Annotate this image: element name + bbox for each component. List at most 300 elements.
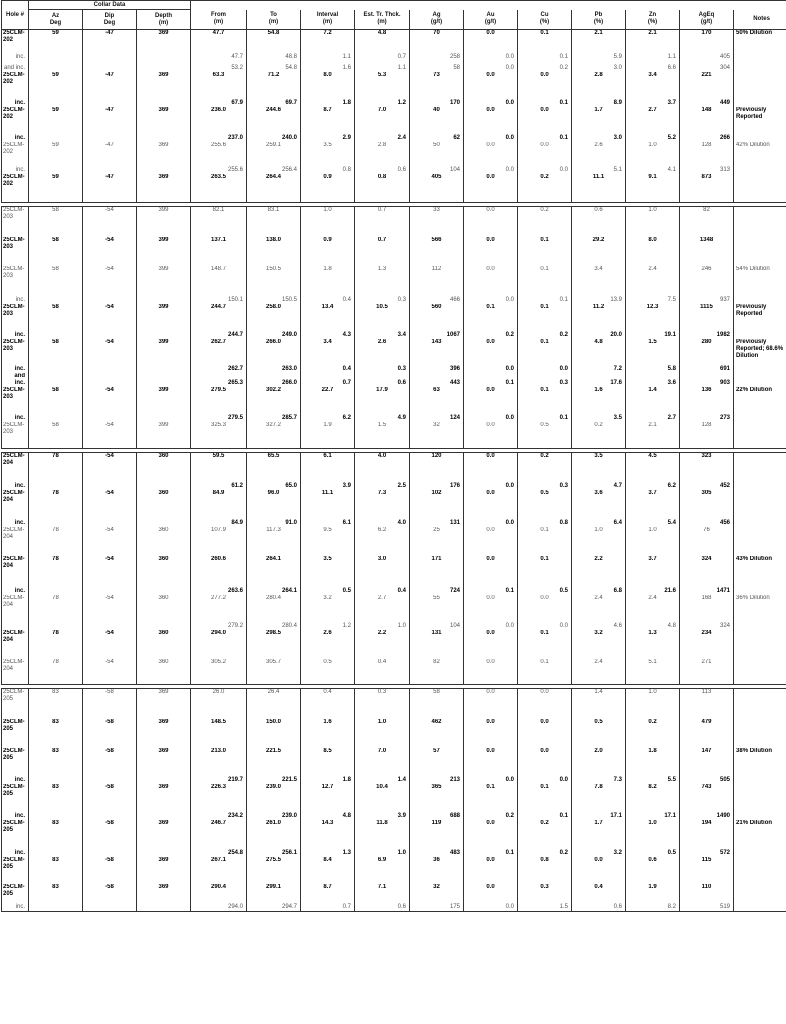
cu-cell — [518, 903, 572, 912]
true-thickness-cell: 7.3 — [355, 490, 410, 507]
to-cell: 83.1 — [247, 207, 301, 237]
hole-cell — [2, 283, 29, 304]
cu-cell — [518, 470, 572, 490]
cu-cell: 0.2 — [518, 207, 572, 237]
pb-cell — [572, 160, 626, 174]
to-cell — [247, 470, 301, 490]
depth-cell — [137, 94, 191, 107]
to-cell — [247, 61, 301, 72]
hole-value: inc. — [14, 99, 25, 106]
to-value: 264.1 — [282, 587, 298, 594]
to-value: 256.1 — [282, 849, 298, 856]
pb-cell: 1.4 — [572, 689, 626, 719]
true-thickness-cell — [355, 802, 410, 820]
cu-value: 0.1 — [559, 53, 569, 60]
from-cell: 305.2 — [191, 659, 247, 685]
hole-cell: 25CLM-204 — [2, 659, 29, 685]
zn-cell — [626, 405, 680, 422]
ag-cell: 566 — [410, 237, 464, 266]
zn-cell — [626, 507, 680, 527]
to-cell — [247, 507, 301, 527]
notes-cell — [734, 630, 786, 659]
interval-cell — [301, 322, 355, 339]
interval-value: 0.5 — [342, 587, 352, 594]
au-cell: 0.0 — [464, 527, 518, 556]
pb-cell — [572, 322, 626, 339]
notes-cell — [734, 160, 786, 174]
pb-cell: 0.5 — [572, 719, 626, 748]
zn-cell: 3.4 — [626, 72, 680, 94]
au-value: 0.1 — [505, 849, 515, 856]
from-value: 262.7 — [228, 365, 244, 372]
dip-cell: -47 — [83, 30, 137, 52]
cu-value: 1.5 — [559, 904, 569, 910]
interval-cell: 3.5 — [301, 556, 355, 573]
to-value: 280.4 — [282, 622, 298, 629]
dip-cell — [83, 573, 137, 595]
hole-cell: 25CLM-202 — [2, 30, 29, 52]
ag-cell: 120 — [410, 453, 464, 470]
to-cell — [247, 322, 301, 339]
depth-cell — [137, 405, 191, 422]
table-row — [2, 30, 786, 52]
to-cell: 138.0 — [247, 237, 301, 266]
ag-cell: 119 — [410, 820, 464, 838]
au-cell — [464, 405, 518, 422]
dip-cell — [83, 365, 137, 373]
ag-value: 104 — [450, 622, 461, 629]
ag-value: 58 — [453, 64, 461, 71]
az-cell — [29, 160, 83, 174]
table-row — [2, 573, 786, 595]
interval-value: 1.3 — [342, 849, 352, 856]
hole-cell: 25CLM-202 — [2, 107, 29, 129]
from-cell: 294.0 — [191, 630, 247, 659]
zn-cell: 12.3 — [626, 304, 680, 322]
pb-cell: 3.6 — [572, 490, 626, 507]
from-cell: 47.7 — [191, 30, 247, 52]
interval-cell: 1.0 — [301, 207, 355, 237]
az-cell — [29, 129, 83, 142]
from-value: 84.9 — [231, 519, 244, 526]
az-cell: 59 — [29, 107, 83, 129]
depth-cell — [137, 611, 191, 630]
to-cell — [247, 365, 301, 373]
hole-value: inc. — [14, 331, 25, 338]
zn-value: 21.6 — [664, 587, 677, 594]
notes-cell — [734, 52, 786, 61]
cu-cell: 0.1 — [518, 266, 572, 283]
pb-cell — [572, 405, 626, 422]
to-cell — [247, 838, 301, 857]
true-thickness-cell: 2.6 — [355, 339, 410, 365]
cu-cell: 0.2 — [518, 174, 572, 203]
from-cell — [191, 322, 247, 339]
ag-cell: 63 — [410, 387, 464, 405]
cu-cell: 0.1 — [518, 30, 572, 52]
hole-cell — [2, 507, 29, 527]
notes-cell — [734, 237, 786, 266]
ag-cell — [410, 61, 464, 72]
az-cell: 58 — [29, 387, 83, 405]
true-thickness-cell — [355, 373, 410, 387]
table-row — [2, 129, 786, 142]
true-thickness-cell — [355, 52, 410, 61]
dip-cell — [83, 903, 137, 912]
to-cell: 96.0 — [247, 490, 301, 507]
from-cell — [191, 365, 247, 373]
ageq-cell — [680, 61, 734, 72]
au-cell — [464, 283, 518, 304]
zn-cell — [626, 322, 680, 339]
interval-value: 0.7 — [342, 904, 352, 910]
pb-value: 5.1 — [613, 166, 623, 173]
au-value: 0.0 — [505, 365, 515, 372]
hole-cell — [2, 470, 29, 490]
ag-cell: 25 — [410, 527, 464, 556]
pb-cell: 1.7 — [572, 820, 626, 838]
zn-cell: 3.7 — [626, 556, 680, 573]
depth-cell — [137, 61, 191, 72]
notes-cell — [734, 903, 786, 912]
notes-cell — [734, 94, 786, 107]
from-cell: 82.1 — [191, 207, 247, 237]
interval-cell: 3.2 — [301, 595, 355, 611]
dip-cell: -58 — [83, 884, 137, 903]
au-cell — [464, 470, 518, 490]
table-row — [2, 527, 786, 556]
zn-cell — [626, 802, 680, 820]
ageq-value: 572 — [720, 849, 731, 856]
zn-value: 2.7 — [667, 414, 677, 421]
cu-cell: 0.1 — [518, 304, 572, 322]
pb-value: 8.9 — [613, 99, 623, 106]
true-thickness-cell: 2.2 — [355, 630, 410, 659]
au-cell: 0.0 — [464, 72, 518, 94]
dip-cell: -58 — [83, 748, 137, 766]
header-az: Az Deg — [29, 10, 83, 30]
ageq-value: 266 — [720, 134, 731, 141]
ag-value: 176 — [450, 482, 461, 489]
ag-cell — [410, 766, 464, 784]
depth-cell: 360 — [137, 453, 191, 470]
notes-cell: 54% Dilution — [734, 266, 786, 283]
interval-cell — [301, 129, 355, 142]
true-thickness-cell — [355, 283, 410, 304]
true-thickness-cell — [355, 405, 410, 422]
cu-cell: 0.0 — [518, 142, 572, 160]
interval-cell — [301, 405, 355, 422]
header-true-thickness: Est. Tr. Thck. (m) — [355, 10, 410, 30]
az-cell — [29, 507, 83, 527]
notes-cell — [734, 527, 786, 556]
depth-cell: 399 — [137, 207, 191, 237]
interval-value: 1.8 — [342, 776, 352, 783]
ag-cell: 405 — [410, 174, 464, 203]
ageq-value: 452 — [720, 482, 731, 489]
ageq-cell: 221 — [680, 72, 734, 94]
hole-cell: 25CLM-205 — [2, 820, 29, 838]
au-cell — [464, 802, 518, 820]
pb-cell: 0.0 — [572, 857, 626, 884]
notes-cell — [734, 884, 786, 903]
hole-cell — [2, 373, 29, 387]
to-cell — [247, 129, 301, 142]
cu-cell: 0.8 — [518, 857, 572, 884]
az-cell: 83 — [29, 820, 83, 838]
notes-cell — [734, 470, 786, 490]
pb-cell — [572, 507, 626, 527]
cu-cell — [518, 160, 572, 174]
ageq-cell — [680, 405, 734, 422]
au-value: 0.0 — [505, 64, 515, 71]
az-cell — [29, 611, 83, 630]
true-thickness-value: 3.9 — [397, 812, 407, 819]
cu-cell — [518, 838, 572, 857]
depth-cell: 399 — [137, 266, 191, 283]
au-cell — [464, 611, 518, 630]
cu-cell — [518, 283, 572, 304]
cu-cell — [518, 373, 572, 387]
ageq-cell: 110 — [680, 884, 734, 903]
true-thickness-value: 1.0 — [397, 622, 407, 629]
hole-cell: 25CLM-205 — [2, 884, 29, 903]
au-value: 0.2 — [505, 812, 515, 819]
notes-cell: 22% Dilution — [734, 387, 786, 405]
cu-cell — [518, 405, 572, 422]
ageq-value: 456 — [720, 519, 731, 526]
header-to: To (m) — [247, 10, 301, 30]
zn-cell — [626, 470, 680, 490]
to-cell: 150.5 — [247, 266, 301, 283]
pb-cell — [572, 802, 626, 820]
ag-cell — [410, 94, 464, 107]
pb-value: 0.6 — [613, 904, 623, 910]
true-thickness-cell: 2.7 — [355, 595, 410, 611]
true-thickness-value: 1.1 — [397, 64, 407, 71]
true-thickness-cell: 4.0 — [355, 453, 410, 470]
hole-value: inc. — [15, 904, 25, 910]
table-header — [2, 1, 786, 30]
notes-cell — [734, 857, 786, 884]
pb-cell — [572, 573, 626, 595]
to-value: 239.0 — [282, 812, 298, 819]
to-cell — [247, 611, 301, 630]
notes-cell — [734, 766, 786, 784]
notes-cell: Previously Reported — [734, 304, 786, 322]
interval-cell — [301, 61, 355, 72]
from-cell: 325.3 — [191, 422, 247, 449]
hole-value: inc. — [14, 776, 25, 783]
zn-cell — [626, 611, 680, 630]
pb-cell — [572, 52, 626, 61]
cu-cell: 0.1 — [518, 387, 572, 405]
interval-value: 1.6 — [342, 64, 352, 71]
au-cell — [464, 507, 518, 527]
true-thickness-cell: 0.7 — [355, 237, 410, 266]
dip-cell — [83, 160, 137, 174]
from-value: 67.9 — [231, 99, 244, 106]
hole-value: inc. — [14, 519, 25, 526]
depth-cell: 369 — [137, 107, 191, 129]
to-value: 294.7 — [282, 904, 298, 910]
depth-cell: 369 — [137, 30, 191, 52]
hole-cell: 25CLM-202 — [2, 72, 29, 94]
notes-cell — [734, 490, 786, 507]
ageq-value: 519 — [720, 904, 731, 910]
cu-cell: 0.1 — [518, 556, 572, 573]
ageq-cell: 168 — [680, 595, 734, 611]
hole-cell — [2, 52, 29, 61]
table-row — [2, 659, 786, 685]
pb-cell: 2.8 — [572, 72, 626, 94]
ageq-cell — [680, 573, 734, 595]
true-thickness-value: 1.0 — [397, 849, 407, 856]
true-thickness-cell — [355, 838, 410, 857]
zn-cell: 1.0 — [626, 820, 680, 838]
depth-cell: 369 — [137, 689, 191, 719]
ag-cell — [410, 129, 464, 142]
zn-cell: 2.4 — [626, 595, 680, 611]
pb-cell: 3.4 — [572, 266, 626, 283]
to-cell: 280.4 — [247, 595, 301, 611]
dip-cell: -58 — [83, 689, 137, 719]
ag-cell — [410, 903, 464, 912]
hole-value: inc. — [14, 414, 25, 421]
zn-cell — [626, 766, 680, 784]
hole-cell — [2, 903, 29, 912]
pb-value: 13.9 — [610, 296, 623, 303]
true-thickness-cell: 6.9 — [355, 857, 410, 884]
to-cell — [247, 573, 301, 595]
true-thickness-cell: 1.5 — [355, 422, 410, 449]
to-cell: 65.5 — [247, 453, 301, 470]
to-cell — [247, 766, 301, 784]
true-thickness-cell — [355, 903, 410, 912]
interval-cell: 13.4 — [301, 304, 355, 322]
az-cell: 58 — [29, 304, 83, 322]
zn-cell — [626, 838, 680, 857]
to-value: 150.5 — [282, 296, 298, 303]
ageq-cell — [680, 903, 734, 912]
zn-cell: 1.0 — [626, 142, 680, 160]
table-row — [2, 387, 786, 405]
zn-cell — [626, 160, 680, 174]
cu-cell — [518, 365, 572, 373]
az-cell: 83 — [29, 857, 83, 884]
au-cell: 0.0 — [464, 174, 518, 203]
header-interval: Interval (m) — [301, 10, 355, 30]
true-thickness-cell: 1.0 — [355, 719, 410, 748]
dip-cell: -58 — [83, 719, 137, 748]
table-row — [2, 52, 786, 61]
table-row — [2, 237, 786, 266]
dip-cell: -47 — [83, 142, 137, 160]
pb-cell: 0.4 — [572, 884, 626, 903]
au-cell — [464, 61, 518, 72]
ageq-cell — [680, 322, 734, 339]
true-thickness-cell — [355, 94, 410, 107]
depth-cell: 360 — [137, 659, 191, 685]
cu-cell: 0.5 — [518, 422, 572, 449]
az-cell: 78 — [29, 659, 83, 685]
from-value: 294.0 — [228, 904, 244, 910]
table-row — [2, 266, 786, 283]
pb-value: 6.8 — [613, 587, 623, 594]
au-cell: 0.0 — [464, 422, 518, 449]
to-value: 256.4 — [282, 166, 298, 173]
true-thickness-cell: 4.8 — [355, 30, 410, 52]
to-cell: 275.5 — [247, 857, 301, 884]
to-cell — [247, 52, 301, 61]
cu-cell: 0.1 — [518, 339, 572, 365]
table-row — [2, 453, 786, 470]
notes-cell — [734, 784, 786, 802]
pb-value: 5.9 — [613, 53, 623, 60]
ag-cell — [410, 365, 464, 373]
au-cell — [464, 94, 518, 107]
au-cell — [464, 766, 518, 784]
au-value: 0.2 — [505, 331, 515, 338]
az-cell: 58 — [29, 422, 83, 449]
cu-cell: 0.1 — [518, 237, 572, 266]
pb-cell: 1.0 — [572, 527, 626, 556]
hole-value: inc. — [14, 365, 25, 372]
header-collar-data: Collar Data — [29, 1, 191, 10]
ag-cell: 365 — [410, 784, 464, 802]
table-row — [2, 94, 786, 107]
dip-cell — [83, 470, 137, 490]
pb-cell — [572, 365, 626, 373]
dip-cell: -54 — [83, 556, 137, 573]
header-blank — [191, 1, 786, 10]
from-cell — [191, 802, 247, 820]
cu-cell: 0.5 — [518, 490, 572, 507]
dip-cell — [83, 283, 137, 304]
true-thickness-value: 2.4 — [397, 134, 407, 141]
true-thickness-cell: 10.5 — [355, 304, 410, 322]
az-cell — [29, 365, 83, 373]
pb-cell — [572, 61, 626, 72]
dip-cell: -54 — [83, 387, 137, 405]
ageq-value: 449 — [720, 99, 731, 106]
table-row — [2, 595, 786, 611]
ag-cell — [410, 611, 464, 630]
zn-cell — [626, 94, 680, 107]
ag-value: 466 — [450, 296, 461, 303]
ag-value: 258 — [450, 53, 461, 60]
dip-cell: -58 — [83, 857, 137, 884]
az-cell — [29, 283, 83, 304]
depth-cell: 399 — [137, 339, 191, 365]
interval-value: 0.7 — [342, 379, 352, 386]
zn-cell: 2.1 — [626, 30, 680, 52]
depth-cell: 360 — [137, 527, 191, 556]
notes-cell: 42% Dilution — [734, 142, 786, 160]
ageq-value: 405 — [720, 53, 731, 60]
az-cell — [29, 405, 83, 422]
pb-cell: 11.2 — [572, 304, 626, 322]
az-cell: 78 — [29, 556, 83, 573]
true-thickness-value: 0.6 — [397, 166, 407, 173]
pb-value: 4.6 — [613, 622, 623, 629]
true-thickness-cell: 0.4 — [355, 659, 410, 685]
from-cell: 244.7 — [191, 304, 247, 322]
hole-value: inc. — [14, 482, 25, 489]
dip-cell — [83, 405, 137, 422]
interval-cell — [301, 611, 355, 630]
from-cell: 255.6 — [191, 142, 247, 160]
